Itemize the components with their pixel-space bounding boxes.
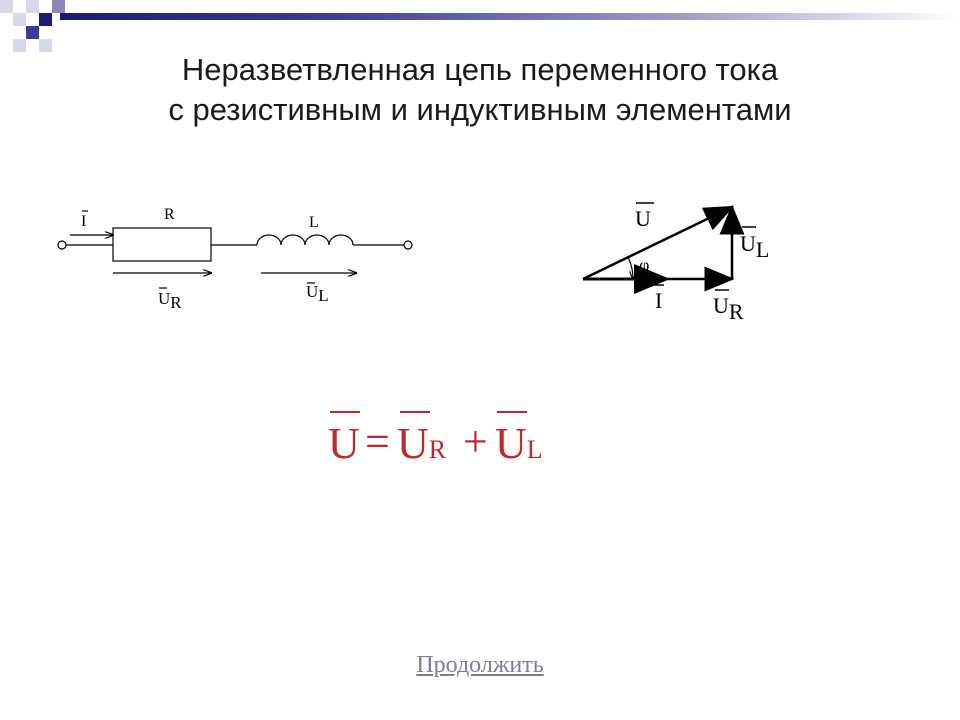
- continue-link[interactable]: Продолжить: [416, 652, 544, 678]
- current-label: I: [81, 213, 87, 230]
- formula-plus: +: [463, 417, 488, 466]
- formula-ul: UL: [495, 419, 543, 468]
- formula-ur: UR: [397, 419, 447, 468]
- circuit-diagram: [50, 195, 430, 325]
- inductor-label: L: [309, 214, 319, 231]
- output-terminal: [404, 241, 412, 249]
- resistor-label: R: [164, 206, 175, 223]
- ul-vector-label: UL: [740, 231, 770, 262]
- phasor-diagram: [575, 195, 795, 335]
- ur-vector-label: UR: [713, 293, 744, 324]
- resistor: [113, 228, 211, 261]
- title-line-1: Неразветвленная цепь переменного тока: [181, 52, 779, 87]
- ur-label: UR: [158, 289, 182, 312]
- title-line-2: с резистивным и индуктивным элементами: [168, 92, 792, 127]
- phi-arc: [628, 257, 633, 279]
- formula-equals: =: [365, 417, 390, 466]
- formula-u: U: [328, 419, 360, 468]
- input-terminal: [58, 241, 66, 249]
- u-vector: [583, 207, 732, 279]
- inductor-coil: [257, 235, 353, 245]
- current-vector-label: I: [655, 288, 663, 313]
- top-decoration-bar: [60, 13, 960, 20]
- phi-label: φ: [639, 255, 650, 275]
- voltage-formula: [325, 400, 565, 470]
- ul-label: UL: [306, 282, 329, 305]
- u-vector-label: U: [635, 206, 651, 231]
- slide-title: [0, 50, 960, 130]
